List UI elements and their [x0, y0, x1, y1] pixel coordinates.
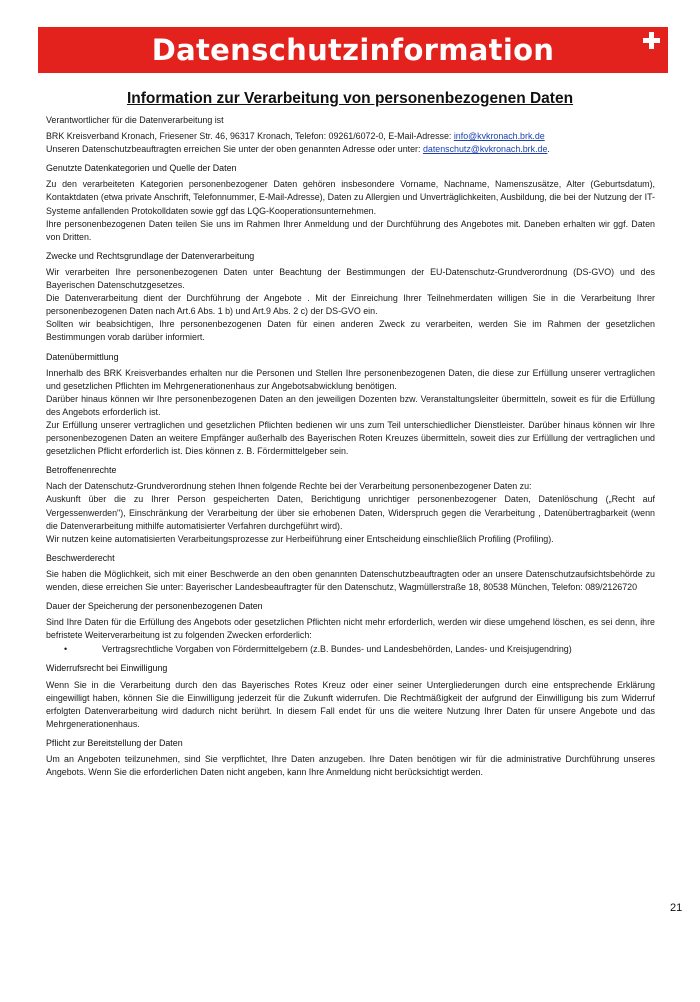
section-heading-complaint: Beschwerderecht: [46, 552, 115, 563]
paragraph: Darüber hinaus können wir Ihre personenbezogenen Daten an den jeweiligen Dozenten bzw. Veranstaltungsleiter übermitteln, soweit es für die Erfüllung des Angebots erforderlich ist.: [46, 393, 655, 417]
paragraph: Ihre personenbezogenen Daten teilen Sie uns im Rahmen Ihrer Anmeldung und der Durchführung des Angebotes mit. Daneben erhalten wir ggf. Daten von Dritten.: [46, 218, 655, 242]
paragraph: Zur Erfüllung unserer vertraglichen und gesetzlichen Pflichten bedienen wir uns zum Teil unterschiedlicher Dienstleister. Darüber hinaus können wir Ihre personenbezogenen Daten an weitere Empfänger außerhalb des Bayerischen Roten Kreuzes übermitteln, soweit dies zur Erfüllung der vertraglichen und gesetzlichen Pflicht erforderlich ist. Dies können z. B. Fördermittelgeber sein.: [46, 419, 655, 457]
paragraph: Die Datenverarbeitung dient der Durchführung der Angebote . Mit der Einreichung Ihrer Teilnehmerdaten willigen Sie in die Verarbeitung Ihrer personenbezogenen Daten nach Art.6 Abs. 1 b) und Art.9 Abs. 2 c) der DS-GVO ein.: [46, 293, 655, 317]
paragraph: Um an Angeboten teilzunehmen, sind Sie verpflichtet, Ihre Daten anzugeben. Ihre Daten benötigen wir für die administrative Durchführung unseres Angebots. Wenn Sie die erforderlichen Daten nicht angeben, kann Ihre Anmeldung nicht berücksichtigt werden.: [46, 754, 655, 778]
section-heading-transfer: Datenübermittlung: [46, 351, 119, 362]
red-cross-icon: [643, 32, 660, 49]
paragraph: Sie haben die Möglichkeit, sich mit einer Beschwerde an den oben genannten Datenschutzbeauftragten oder an unsere Datenschutzaufsichtsbehörde zu wenden, diese erreichen Sie unter: Bayerischer Landesbeauftragter für den Datenschutz, Wagmüllerstraße 18, 80538 München, Telefon: 089/2126720: [46, 568, 655, 592]
paragraph: Zu den verarbeiteten Kategorien personenbezogener Daten gehören insbesondere Vorname, Nachname, Namenszusätze, Alter (Geburtsdatum), Kontaktdaten (etwa private Anschrift, Telefonnummer, E-Mail-Adresse), Daten zu Allergien und Unverträglichkeiten, Ausbildung, die bei der Nutzung der IT-Systeme anfallenden Protokolldaten sowie ggf das LQG-Kooperationsunternehmen.: [46, 179, 655, 216]
section-heading-categories: Genutzte Datenkategorien und Quelle der Daten: [46, 163, 237, 174]
paragraph: Nach der Datenschutz-Grundverordnung stehen Ihnen folgende Rechte bei der Verarbeitung personenbezogener Daten zu:: [46, 481, 532, 492]
email-link-info[interactable]: info@kvkronach.brk.de: [453, 131, 545, 142]
paragraph: Auskunft über die zu Ihrer Person gespeicherten Daten, Berichtigung unrichtiger personenbezogener Daten, Datenlöschung („Recht auf Vergessenwerden"), Einschränkung der Verarbeitung der über sie erhobenen Daten, Widerspruch gegen die Verarbeitung , Datenübertragbarkeit (wenn die Datenverarbeitung mithilfe automatisierter Verfahren durchgeführt wird).: [46, 494, 655, 531]
controller-address: BRK Kreisverband Kronach, Friesener Str. 46, 96317 Kronach, Telefon: 09261/6072-0, E-Mail-Adresse: info@kvkronach.brk.de: [46, 131, 545, 142]
section-heading-retention: Dauer der Speicherung der personenbezogenen Daten: [46, 601, 263, 612]
paragraph: Sollten wir beabsichtigen, Ihre personenbezogenen Daten für einen anderen Zweck zu verarbeiten, werden Sie im Rahmen der gesetzlichen Bestimmungen vorab darüber informiert.: [46, 319, 655, 343]
document-body: [46, 114, 655, 779]
section-heading-purposes: Zwecke und Rechtsgrundlage der Datenverarbeitung: [46, 250, 255, 261]
section-heading-revocation: Widerrufsrecht bei Einwilligung: [46, 663, 168, 674]
paragraph: Sind Ihre Daten für die Erfüllung des Angebots oder gesetzlichen Pflichten nicht mehr erforderlich, werden wir diese umgehend löschen, es sei denn, ihre befristete Weiterverarbeitung ist zu folgenden Zwecken erforderlich:: [46, 617, 655, 641]
paragraph: Wenn Sie in die Verarbeitung durch den das Bayerisches Rotes Kreuz oder einer seiner Untergliederungen durch eine entsprechende Erklärung eingewilligt haben, können Sie die Einwilligung jederzeit für die Zukunft widerrufen. Die Rechtmäßigkeit der aufgrund der Einwilligung bis zum Widerruf erfolgten Datenverarbeitung wird dadurch nicht berührt. In diesem Fall endet für uns die weitere Nutzung Ihrer Daten für unsere Angebote und das Mehrgenerationenhaus.: [46, 679, 655, 729]
email-link-datenschutz[interactable]: datenschutz@kvkronach.brk.de: [422, 144, 548, 155]
document-title: Information zur Verarbeitung von personenbezogenen Daten: [126, 90, 574, 107]
banner-title: Datenschutzinformation: [151, 33, 555, 67]
controller-heading: Verantwortlicher für die Datenverarbeitung ist: [46, 115, 224, 125]
list-item: • Vertragsrechtliche Vorgaben von Fördermittelgebern (z.B. Bundes- und Landesbehörden, Landes- und Kreisjugendring): [64, 643, 655, 656]
header-banner: [38, 27, 668, 73]
paragraph: Wir verarbeiten Ihre personenbezogenen Daten unter Beachtung der Bestimmungen der EU-Datenschutz-Grundverordnung (DS-GVO) und des Bayerischen Datenschutzgesetzes.: [46, 266, 655, 291]
paragraph: Innerhalb des BRK Kreisverbandes erhalten nur die Personen und Stellen Ihre personenbezogenen Daten, die diese zur Erfüllung unserer vertraglichen und gesetzlichen Pflichten im Mehrgenerationenhaus zur Angebotsabwicklung benötigen.: [46, 367, 655, 391]
section-heading-rights: Betroffenenrechte: [46, 465, 117, 476]
page-number: 21: [670, 902, 683, 914]
dpo-contact: Unseren Datenschutzbeauftragten erreichen Sie unter der oben genannten Adresse oder unter: datenschutz@kvkronach.brk.de.: [46, 144, 550, 155]
paragraph: Wir nutzen keine automatisierten Verarbeitungsprozesse zur Herbeiführung einer Entscheidung einschließlich Profiling (Profiling).: [46, 533, 554, 544]
bullet-icon: •: [64, 644, 68, 655]
section-heading-obligation: Pflicht zur Bereitstellung der Daten: [46, 737, 183, 748]
